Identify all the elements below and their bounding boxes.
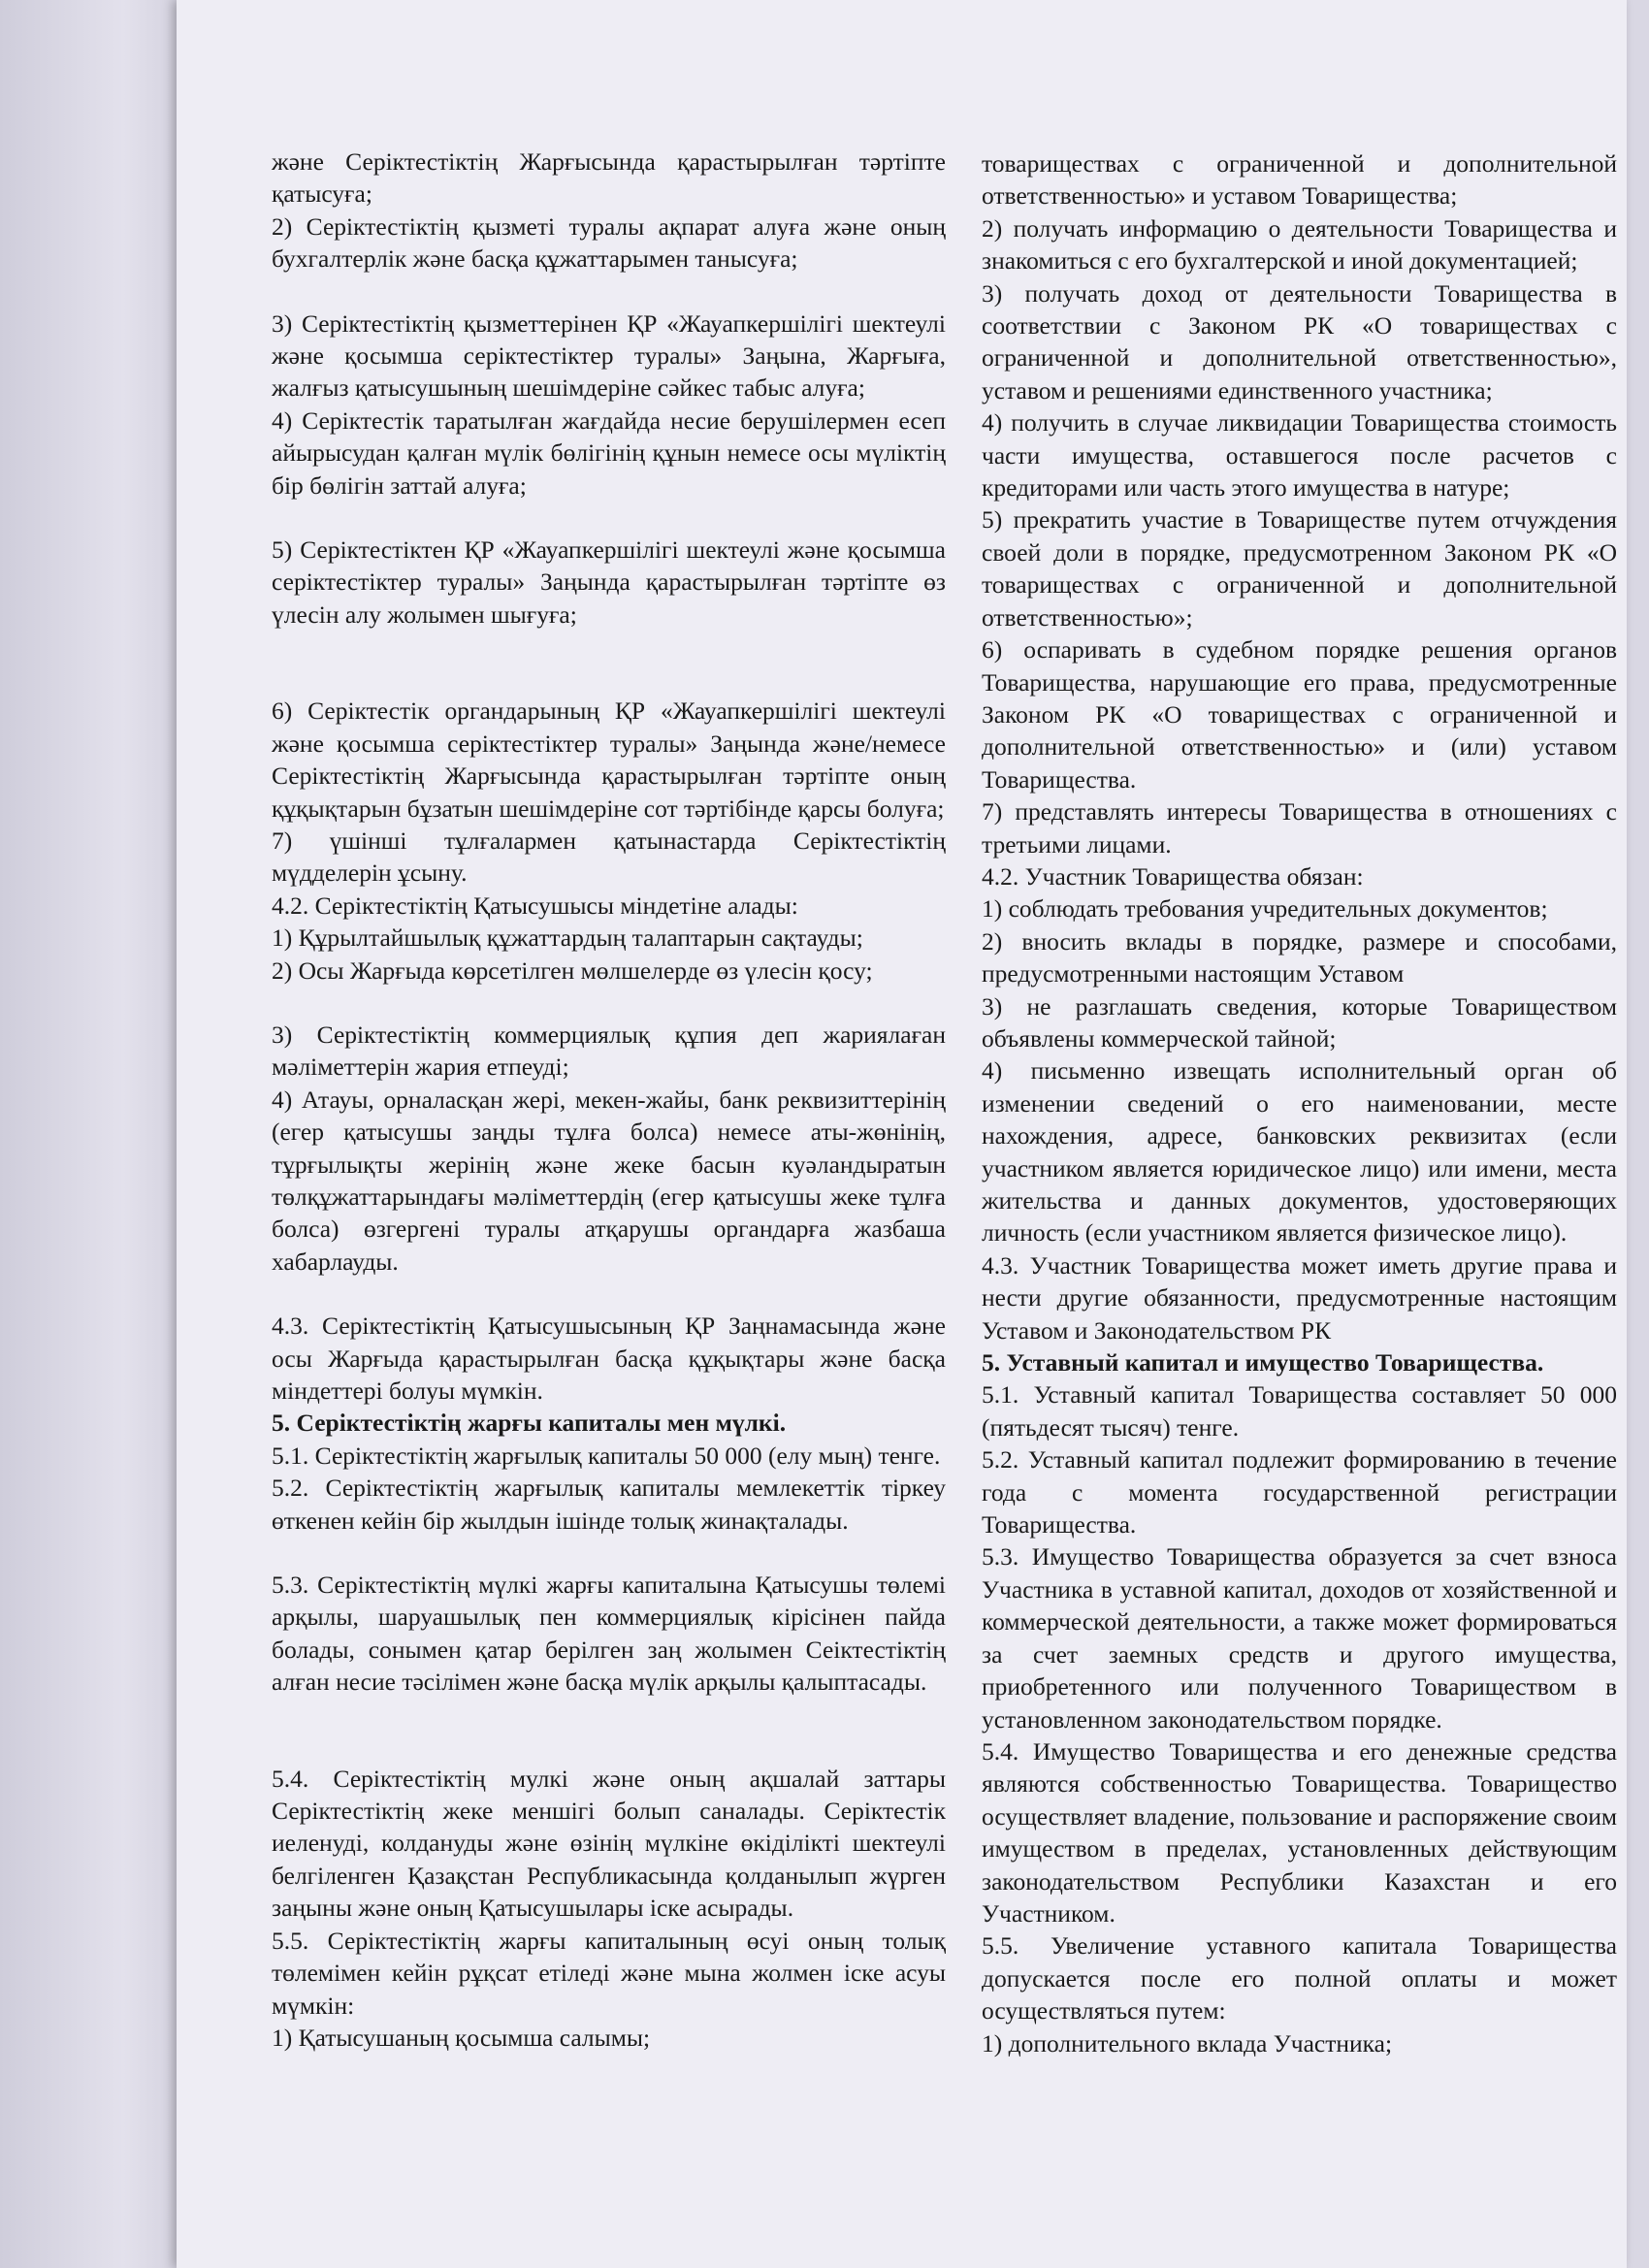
- paragraph-spacer: [272, 275, 946, 308]
- paragraph: 2) Серіктестіктің қызметі туралы ақпарат алуға және оның бухгалтерлік және басқа құжаттарымен танысуға;: [272, 211, 946, 274]
- paragraph: 5.4. Имущество Товарищества и его денежные средства являются собственностью Товарищества. Товарищество осуществляет владение, пользование и распоряжение своим имуществом в пределах, установленных действующим законодательством Республики Казахстан и его Участником.: [982, 1736, 1617, 1928]
- paragraph: 5) прекратить участие в Товариществе путем отчуждения своей доли в порядке, предусмотренном Законом РК «О товариществах с ограниченной и дополнительной ответственностью»;: [982, 505, 1617, 632]
- paragraph: 1) Қатысушаның қосымша салымы;: [272, 2023, 651, 2052]
- paragraph-spacer: [272, 502, 946, 534]
- paragraph: 5.1. Серіктестіктің жарғылық капиталы 50 000 (елу мың) тенге.: [272, 1441, 941, 1470]
- paragraph: 7) үшінші тұлғалармен қатынастарда Серіктестіктің мүдделерін ұсыну.: [272, 826, 946, 888]
- paragraph: 3) не разглашать сведения, которые Товариществом объявлены коммерческой тайной;: [982, 991, 1617, 1053]
- paragraph: 1) дополнительного вклада Участника;: [982, 2028, 1393, 2057]
- paragraph-spacer: [272, 1278, 946, 1310]
- paragraph-spacer: [272, 631, 946, 695]
- paragraph: 5) Серіктестіктен ҚР «Жауапкершілігі шектеулі және қосымша серіктестіктер туралы» Заңында қарастырылған тәртіпте өз үлесін алу жолымен шығуға;: [272, 535, 946, 629]
- paragraph: 5.4. Серіктестіктің мулкі және оның ақшалай заттары Серіктестіктің жеке меншігі болып саналады. Серіктестік иеленуді, колдануды және өзінің мүлкіне өкіділікті шектеулі белгіленген Қазақстан Республикасында қолданылып жүрген заңыны және оның Қатысушылары іске асырады.: [272, 1764, 946, 1923]
- paragraph: 4.3. Серіктестіктің Қатысушысының ҚР Заңнамасында және осы Жарғыда қарастырылған басқа құқықтары және басқа міндеттері болуы мүмкін.: [272, 1312, 946, 1405]
- paragraph: 5.5. Увеличение уставного капитала Товарищества допускается после его полной оплаты и может осуществляться путем:: [982, 1931, 1617, 2025]
- russian-text-column: [982, 147, 1617, 2059]
- section-heading: 5. Серіктестіктің жарғы капиталы мен мүлкі.: [272, 1409, 787, 1438]
- paragraph: 5.2. Серіктестіктің жарғылық капиталы мемлекеттік тіркеу өткенен кейін бір жылдын ішінде толық жинақталады.: [272, 1474, 946, 1535]
- paragraph: 5.5. Серіктестіктің жарғы капиталының өсуі оның толық төлемімен кейін рұқсат етіледі және мына жолмен іске асуы мүмкін:: [272, 1926, 946, 2020]
- paragraph: және Серіктестіктің Жарғысында қарастырылған тәртіпте қатысуға;: [272, 147, 946, 209]
- paragraph: 2) вносить вклады в порядке, размере и способами, предусмотренными настоящим Уставом: [982, 926, 1617, 988]
- paragraph: 4.3. Участник Товарищества может иметь другие права и нести другие обязанности, предусмотренные настоящим Уставом и Законодательством РК: [982, 1250, 1617, 1345]
- paragraph: 6) Серіктестік органдарының ҚР «Жауапкершілігі шектеулі және қосымша серіктестіктер туралы» Заңында және/немесе Серіктестіктің Жарғысында қарастырылған тәртіпте оның құқықтарын бұзатын шешімдеріне сот тәртібінде қарсы болуға;: [272, 697, 946, 823]
- paragraph: 6) оспаривать в судебном порядке решения органов Товарищества, нарушающие его права, предусмотренные Законом РК «О товариществах с ограниченной и дополнительной ответственностью» и (или) уставом Товарищества.: [982, 635, 1617, 794]
- paragraph-spacer: [272, 1699, 946, 1763]
- paragraph: 3) получать доход от деятельности Товарищества в соответствии с Законом РК «О товариществах с ограниченной и дополнительной ответственностью», уставом и решениями единственного участника;: [982, 278, 1617, 405]
- previous-page-edge: [0, 0, 177, 2268]
- paragraph: 3) Серіктестіктің қызметтерінен ҚР «Жауапкершілігі шектеулі және қосымша серіктестіктер туралы» Заңына, Жарғыға, жалғыз қатысушының шешімдеріне сәйкес табыс алуға;: [272, 308, 946, 403]
- paragraph-spacer: [272, 1537, 946, 1569]
- paragraph: 4) Атауы, орналасқан жері, мекен-жайы, банк реквизиттерінің (егер қатысушы заңды тұлға болса) немесе аты-жөнінің, тұрғылықты жерінің және жеке басын куәландыратын төлқұжаттарындағы мәліметтердің (егер қатысушы жеке тұлға болса) өзгергені туралы атқарушы органдарға жазбаша хабарлауды.: [272, 1085, 946, 1276]
- paragraph: 4) получить в случае ликвидации Товарищества стоимость части имущества, оставшегося после расчетов с кредиторами или часть этого имущества в натуре;: [982, 408, 1617, 502]
- paragraph: 1) Құрылтайшылық құжаттардың талаптарын сақтауды;: [272, 923, 863, 953]
- paragraph: 1) соблюдать требования учредительных документов;: [982, 894, 1548, 923]
- paragraph: 5.2. Уставный капитал подлежит формированию в течение года с момента государственной регистрации Товарищества.: [982, 1445, 1617, 1539]
- section-heading: 5. Уставный капитал и имущество Товарищества.: [982, 1348, 1544, 1377]
- paragraph: 4.2. Участник Товарищества обязан:: [982, 861, 1364, 891]
- paragraph: 2) получать информацию о деятельности Товарищества и знакомиться с его бухгалтерской и иной документацией;: [982, 213, 1617, 275]
- paragraph: товариществах с ограниченной и дополнительной ответственностью» и уставом Товарищества;: [982, 149, 1617, 211]
- paragraph: 3) Серіктестіктің коммерциялық құпия деп жариялаған мәліметтерін жария етпеуді;: [272, 1020, 946, 1082]
- paragraph-spacer: [272, 987, 946, 1019]
- paragraph: 4) письменно извещать исполнительный орган об изменении сведений о его наименовании, месте нахождения, адресе, банковских реквизитах (если участником является юридическое лицо) или имени, места жительства и данных документов, удостоверяющих личность (если участником является физическое лицо).: [982, 1056, 1617, 1247]
- paragraph: 4.2. Серіктестіктің Қатысушысы міндетіне алады:: [272, 891, 798, 920]
- paragraph: 2) Осы Жарғыда көрсетілген мөлшелерде өз үлесін қосу;: [272, 956, 873, 985]
- paragraph: 5.1. Уставный капитал Товарищества составляет 50 000 (пятьдесят тысяч) тенге.: [982, 1380, 1617, 1442]
- kazakh-text-column: [272, 146, 946, 2054]
- paragraph: 5.3. Серіктестіктің мүлкі жарғы капиталына Қатысушы төлемі арқылы, шаруашылық пен коммерциялық кірісінен пайда болады, сонымен қатар берілген заң жолымен Сеіктестіктің алған несие тәсілімен және басқа мүлік арқылы қалыптасады.: [272, 1571, 946, 1697]
- paragraph: 7) представлять интересы Товарищества в отношениях с третьими лицами.: [982, 797, 1617, 859]
- paragraph: 4) Серіктестік таратылған жағдайда несие берушілермен есеп айырысудан қалған мүлік бөлігінің құнын немесе осы мүліктің бір бөлігін заттай алуға;: [272, 405, 946, 500]
- paragraph: 5.3. Имущество Товарищества образуется за счет взноса Участника в уставной капитал, доходов от хозяйственной и коммерческой деятельности, а также может формироваться за счет заемных средств и другого имущества, приобретенного или полученного Товариществом в установленном законодательством порядке.: [982, 1542, 1617, 1733]
